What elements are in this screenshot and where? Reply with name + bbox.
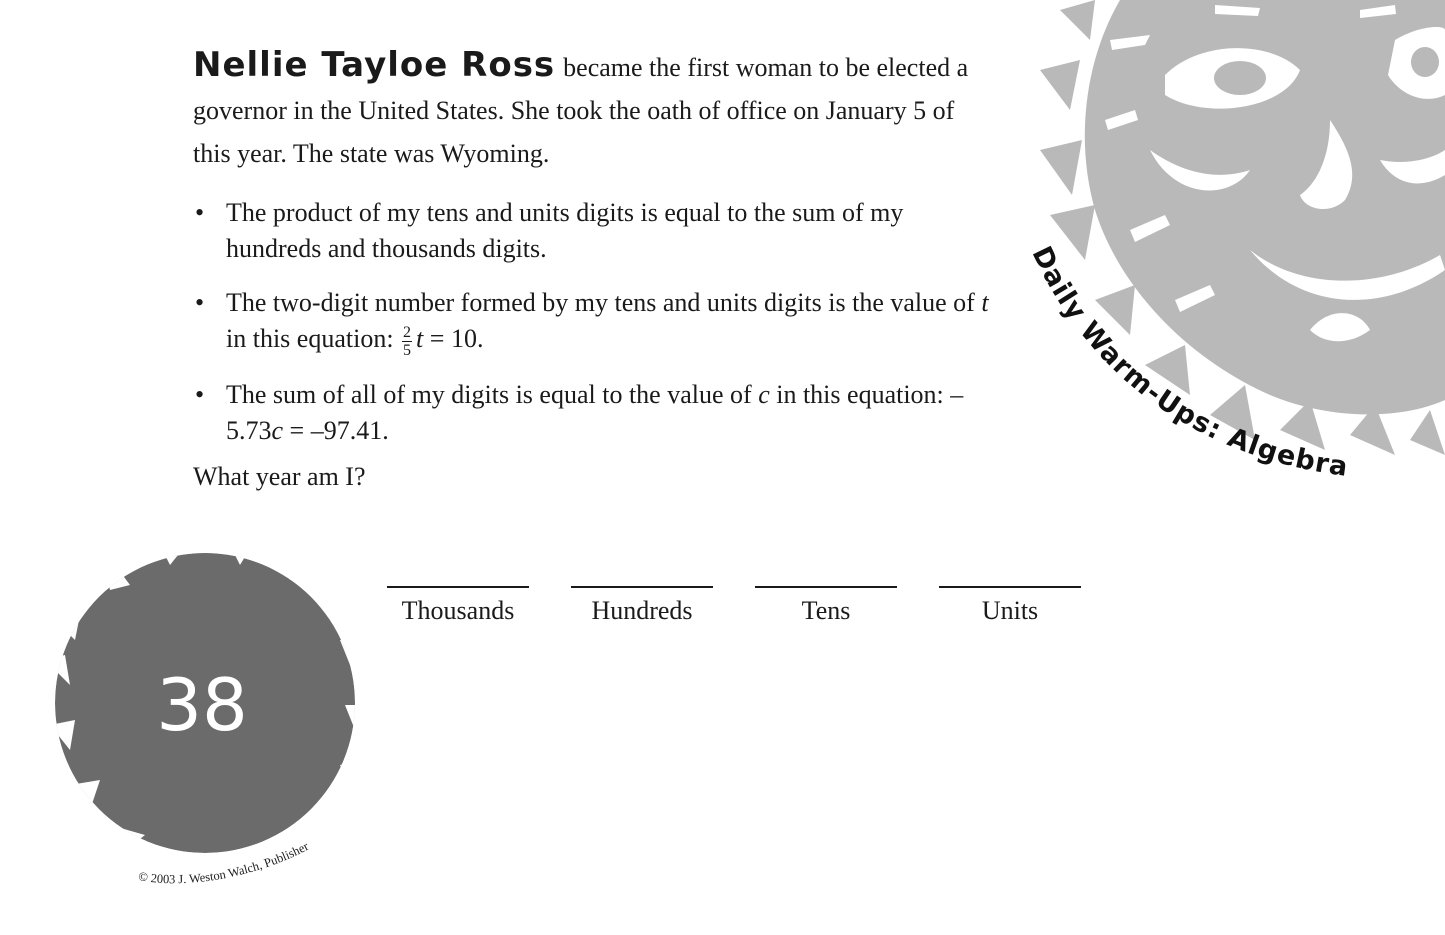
equation-rest: = –97.41. [283, 415, 389, 445]
series-title: Daily Warm-Ups: Algebra [1025, 241, 1351, 483]
fraction-denominator: 5 [403, 341, 412, 359]
equation-variable: c [271, 415, 284, 445]
number-badge [40, 535, 370, 875]
copyright-text: © 2003 J. Weston Walch, Publisher [137, 839, 311, 887]
list-item [193, 285, 993, 359]
badge-number: 38 [156, 663, 248, 747]
bullet-icon: • [195, 198, 205, 227]
list-item [193, 195, 993, 267]
fraction [402, 324, 412, 359]
svg-text:© 2003 J. Weston Walch, Publ [137, 839, 311, 887]
fraction-numerator: 2 [403, 323, 412, 341]
clue-text: The product of my tens and units digits is equal to the sum of my hundreds and thousands digits. [226, 198, 904, 263]
svg-text:Daily Warm-Ups: Algebra [1026, 242, 1351, 483]
clue-text-mid: in this equation: –5.73 [226, 379, 964, 445]
equation-rest: = 10. [423, 324, 484, 353]
intro-paragraph [193, 44, 993, 175]
variable: c [758, 379, 770, 409]
question: What year am I? [193, 462, 366, 491]
blank-units[interactable]: Units [939, 586, 1081, 626]
intro-text: became the first woman to be elected a governor in the United States. She took the oath of office on January 5 of this year. The state was Wyoming. [193, 53, 969, 168]
blank-hundreds[interactable]: Hundreds [571, 586, 713, 626]
variable: t [981, 288, 989, 317]
subject-name: Nellie Tayloe Ross [193, 45, 556, 85]
copyright [138, 830, 368, 900]
clue-list [193, 195, 993, 467]
clue-text-mid: in this equation: [226, 324, 401, 353]
series-title-arc [1000, 230, 1445, 500]
blank-thousands[interactable]: Thousands [387, 586, 529, 626]
bullet-icon: • [195, 288, 205, 317]
blank-tens[interactable]: Tens [755, 586, 897, 626]
list-item [193, 377, 993, 449]
clue-text-before: The two-digit number formed by my tens and units digits is the value of [226, 288, 982, 317]
bullet-icon: • [195, 379, 205, 409]
clue-text-before: The sum of all of my digits is equal to the value of [226, 379, 759, 409]
equation-variable: t [416, 324, 424, 353]
